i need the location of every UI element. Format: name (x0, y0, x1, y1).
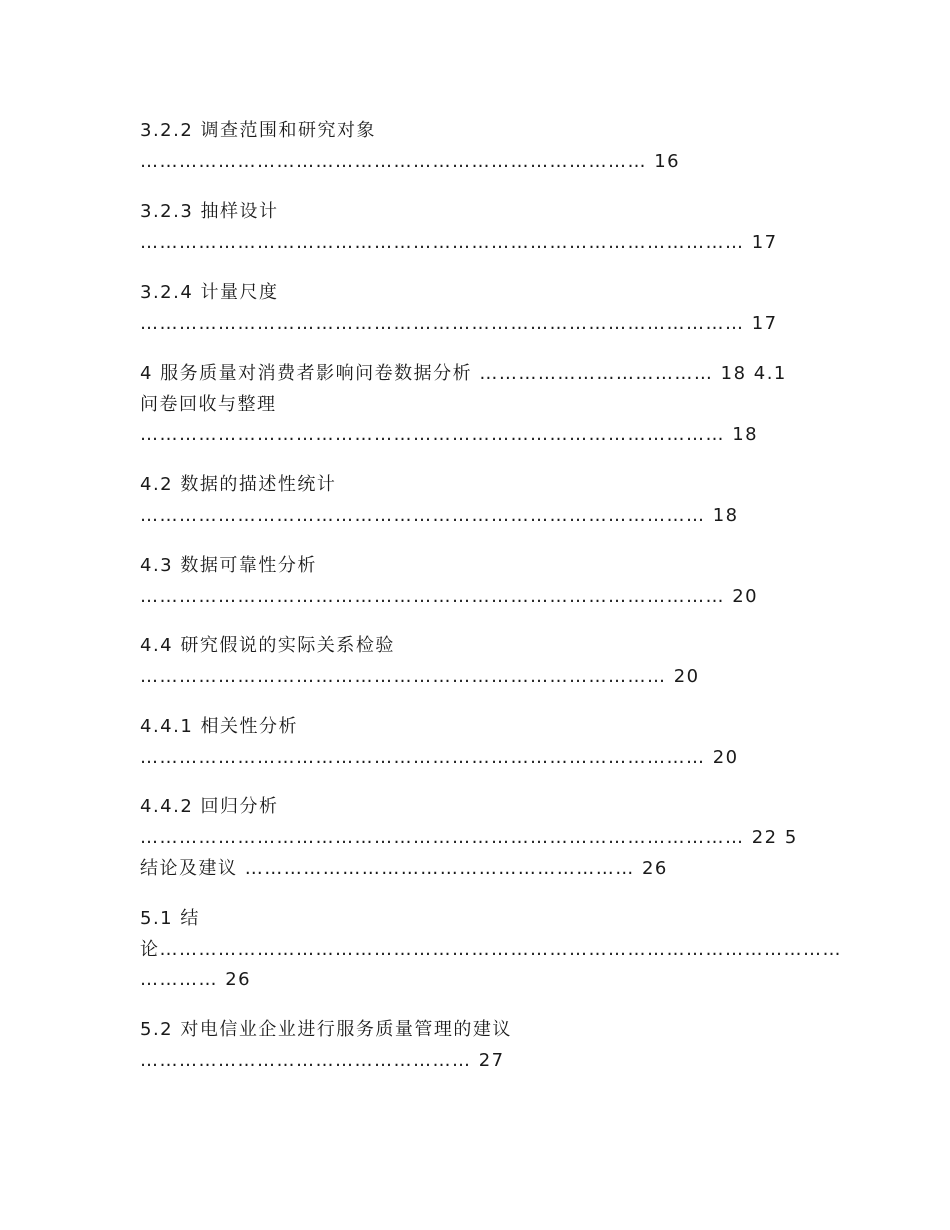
toc-heading-4-4: 4.4 研究假说的实际关系检验 (140, 635, 395, 656)
toc-heading-4: 4 服务质量对消费者影响问卷数据分析 ……………………………… 18 4.1 (140, 363, 787, 384)
toc-heading-5-1: 5.1 结 (140, 908, 200, 929)
toc-leader-3-2-4: ………………………………………………………………………………… 17 (140, 313, 778, 334)
toc-heading-4-3: 4.3 数据可靠性分析 (140, 555, 317, 576)
toc-leader-4-4-1: …………………………………………………………………………… 20 (140, 747, 739, 768)
toc-leader-4-3: ……………………………………………………………………………… 20 (140, 586, 759, 607)
toc-leader-3-2-2: …………………………………………………………………… 16 (140, 151, 681, 172)
toc-leader-4-4-2: ………………………………………………………………………………… 22 5 (140, 827, 798, 848)
toc-heading-4-4-2: 4.4.2 回归分析 (140, 796, 279, 817)
toc-heading-3-2-4: 3.2.4 计量尺度 (140, 282, 279, 303)
toc-leader-4-2: …………………………………………………………………………… 18 (140, 505, 739, 526)
toc-leader-5-1: 论…………………………………………………………………………………………… (140, 939, 842, 960)
toc-leader-4-1: ……………………………………………………………………………… 18 (140, 424, 759, 445)
toc-heading-4-2: 4.2 数据的描述性统计 (140, 474, 337, 495)
toc-heading-4-4-1: 4.4.1 相关性分析 (140, 716, 299, 737)
toc-heading-5-2: 5.2 对电信业企业进行服务质量管理的建议 (140, 1019, 512, 1040)
toc-leader-4-4: ……………………………………………………………………… 20 (140, 666, 700, 687)
toc-leader-3-2-3: ………………………………………………………………………………… 17 (140, 232, 778, 253)
toc-leader-5-2: …………………………………………… 27 (140, 1050, 505, 1071)
toc-heading-3-2-2: 3.2.2 调查范围和研究对象 (140, 120, 377, 141)
toc-heading-5: 结论及建议 …………………………………………………… 26 (140, 858, 668, 879)
toc-heading-3-2-3: 3.2.3 抽样设计 (140, 201, 279, 222)
toc-heading-4-1: 问卷回收与整理 (140, 394, 277, 415)
toc-leader-5-1-page: ………… 26 (140, 969, 252, 990)
